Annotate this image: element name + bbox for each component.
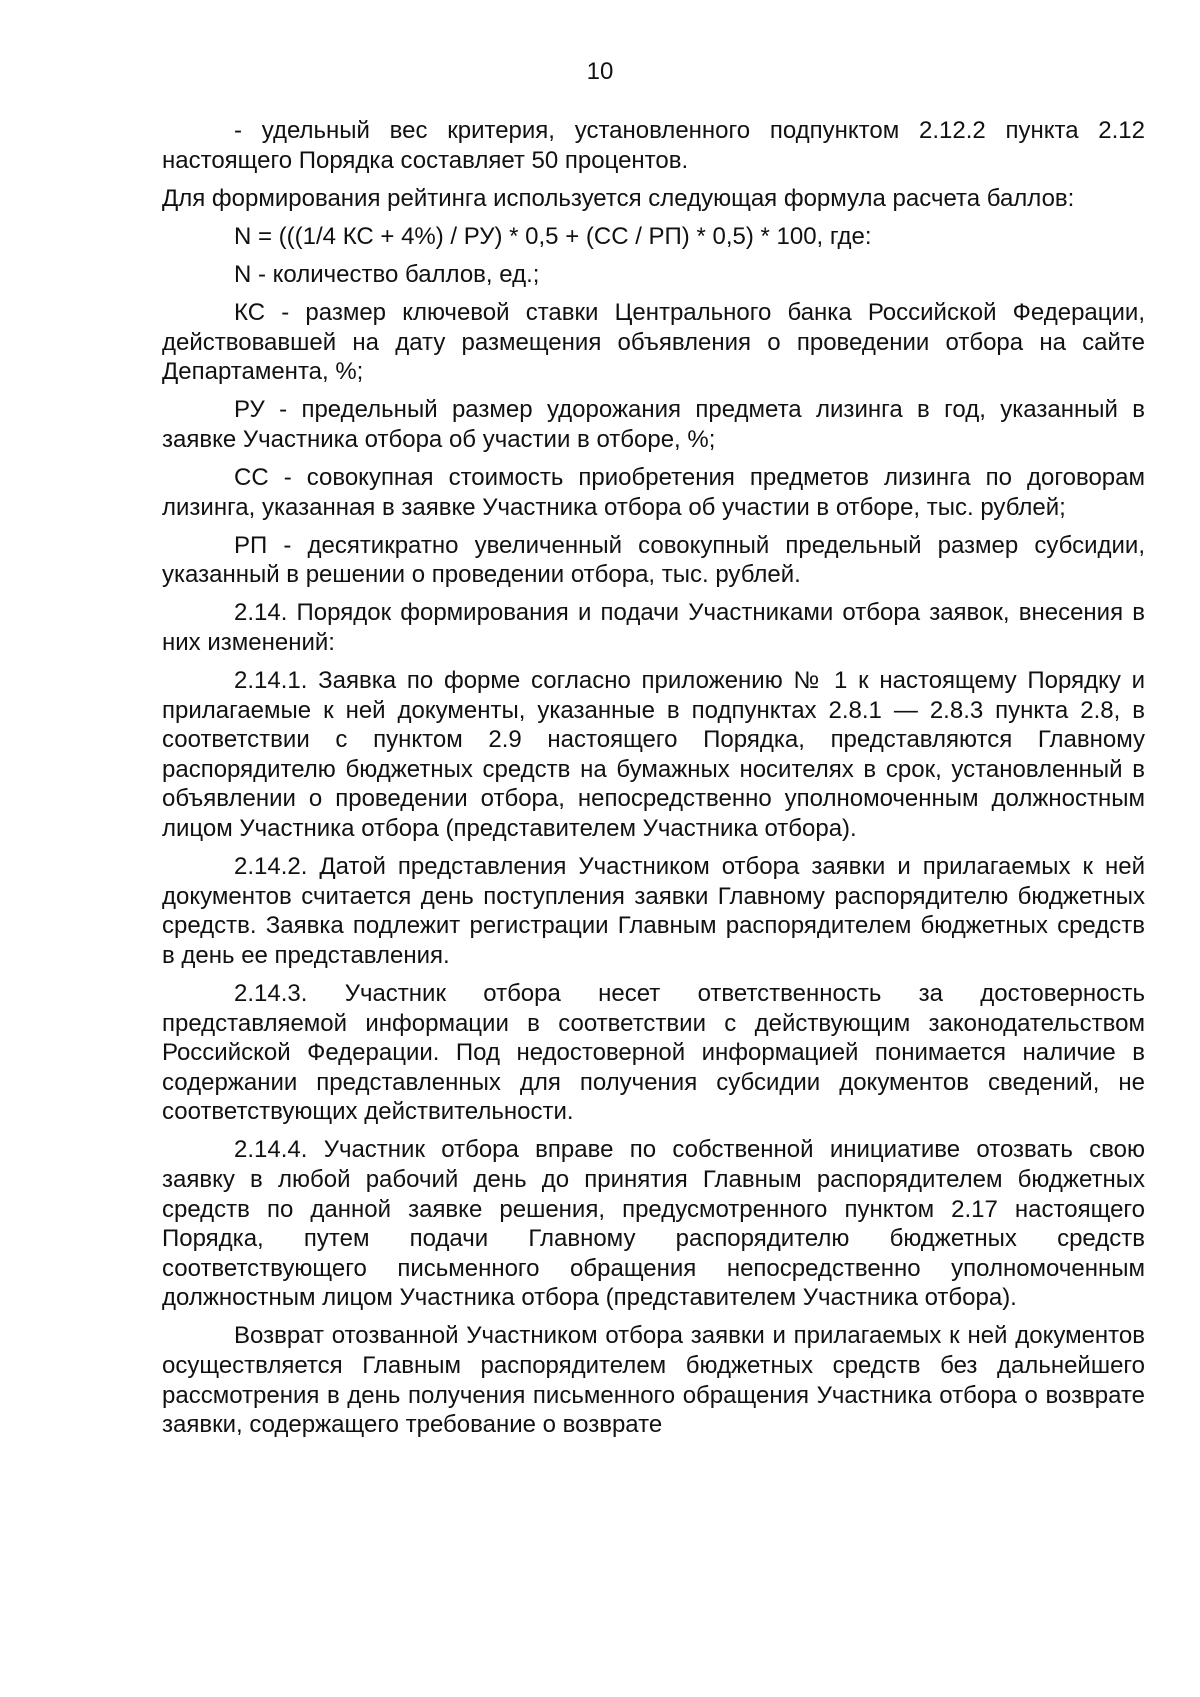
- paragraph-section-2-14-1: 2.14.1. Заявка по форме согласно приложению № 1 к настоящему Порядку и прилагаемые к ней документы, указанные в подпунктах 2.8.1 — 2.8.3 пункта 2.8, в соответствии с пунктом 2.9 настоящего Порядка, представляются Главному распорядителю бюджетных средств на бумажных носителях в срок, установленный в объявлении о проведении отбора, непосредственно уполномоченным должностным лицом Участника отбора (представителем Участника отбора).: [162, 667, 1145, 842]
- paragraph-return-of-application: Возврат отозванной Участником отбора заявки и прилагаемых к ней документов осуществляется Главным распорядителем бюджетных средств без дальнейшего рассмотрения в день получения письменного обращения Участника отбора о возврате заявки, содержащего требование о возврате: [162, 1322, 1145, 1439]
- paragraph-definition-ks: КС - размер ключевой ставки Центрального банка Российской Федерации, действовавшей на дату размещения объявления о проведении отбора на сайте Департамента, %;: [162, 298, 1145, 386]
- paragraph-section-2-14: 2.14. Порядок формирования и подачи Участниками отбора заявок, внесения в них изменений:: [162, 599, 1145, 656]
- paragraph-definition-ss: СС - совокупная стоимость приобретения предметов лизинга по договорам лизинга, указанная в заявке Участника отбора об участии в отборе, тыс. рублей;: [162, 463, 1145, 521]
- paragraph-rating-formula-intro: Для формирования рейтинга используется следующая формула расчета баллов:: [162, 184, 1075, 212]
- paragraph-section-2-14-2: 2.14.2. Датой представления Участником отбора заявки и прилагаемых к ней документов считается день поступления заявки Главному распорядителю бюджетных средств. Заявка подлежит регистрации Главным распорядителем бюджетных средств в день ее представления.: [162, 853, 1145, 969]
- document-body: [162, 116, 1145, 1448]
- page-number: 10: [586, 58, 614, 85]
- paragraph-definition-rp: РП - десятикратно увеличенный совокупный предельный размер субсидии, указанный в решении о проведении отбора, тыс. рублей.: [162, 531, 1145, 589]
- paragraph-section-2-14-3: 2.14.3. Участник отбора несет ответственность за достоверность представляемой информации в соответствии с действующим законодательством Российской Федерации. Под недостоверной информацией понимается наличие в содержании представленных для получения субсидии документов сведений, не соответствующих действительности.: [162, 979, 1145, 1126]
- paragraph-definition-ru: РУ - предельный размер удорожания предмета лизинга в год, указанный в заявке Участника отбора об участии в отборе, %;: [162, 396, 1145, 453]
- paragraph-criterion-weight: - удельный вес критерия, установленного подпунктом 2.12.2 пункта 2.12 настоящего Порядка составляет 50 процентов.: [162, 117, 1145, 174]
- paragraph-formula: N = (((1/4 КС + 4%) / РУ) * 0,5 + (СС / РП) * 0,5) * 100, где:: [234, 222, 872, 250]
- paragraph-section-2-14-4: 2.14.4. Участник отбора вправе по собственной инициативе отозвать свою заявку в любой рабочий день до принятия Главным распорядителем бюджетных средств по данной заявке решения, предусмотренного пунктом 2.17 настоящего Порядка, путем подачи Главному распорядителю бюджетных средств соответствующего письменного обращения непосредственно уполномоченным должностным лицом Участника отбора (представителем Участника отбора).: [162, 1136, 1145, 1312]
- paragraph-definition-n: N - количество баллов, ед.;: [234, 260, 540, 288]
